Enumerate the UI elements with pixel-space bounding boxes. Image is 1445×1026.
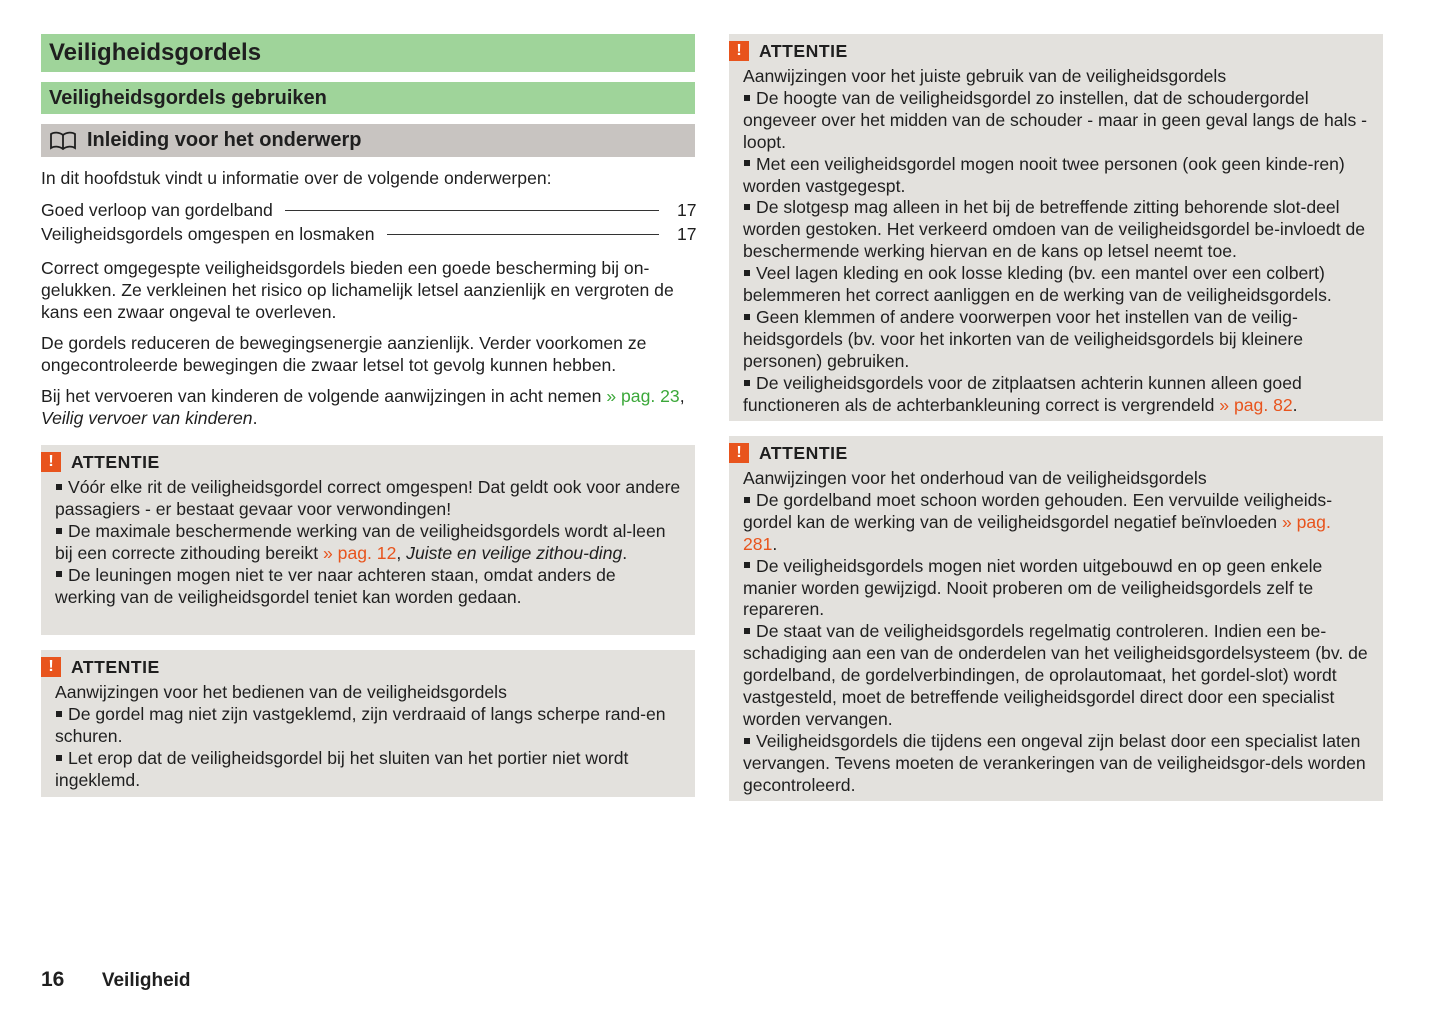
warning-intro: Aanwijzingen voor het bedienen van de veiligheidsgordels: [55, 682, 507, 702]
page-link[interactable]: » pag. 281: [743, 511, 1331, 554]
bullet-icon: [56, 755, 62, 761]
warning-item: [743, 490, 1369, 556]
warning-text: Veel lagen kleding en ook losse kleding (bv. een mantel over een colbert) belemmeren het correct aanliggen en de werking van de veiligheidsgordels.: [743, 263, 1332, 306]
warning-icon: !: [41, 657, 61, 677]
toc-row[interactable]: [41, 222, 695, 246]
warning-icon: !: [729, 41, 749, 61]
warning-label: ATTENTIE: [71, 452, 160, 472]
link-title: Juiste en veilige zithou-ding: [406, 542, 623, 563]
warning-item: [743, 731, 1369, 797]
warning-item: [55, 477, 681, 521]
paragraph: De gordels reduceren de bewegingsenergie aanzienlijk. Verder voorkomen ze ongecontroleerde bewegingen die zwaar letsel tot gevolg kunnen hebben.: [41, 333, 647, 375]
warning-label: ATTENTIE: [759, 443, 848, 463]
separator: ,: [396, 542, 407, 563]
page-footer: [41, 968, 191, 992]
separator: ,: [679, 386, 685, 406]
warning-header: [41, 451, 681, 473]
warning-text: Geen klemmen of andere voorwerpen voor het instellen van de veilig-heidsgordels (bv. voor het inkorten van de veiligheidsgordels bij kleinere personen) gebruiken.: [743, 306, 1304, 371]
warning-item: [743, 556, 1369, 622]
book-icon: [49, 131, 77, 151]
period: .: [772, 533, 778, 554]
warning-intro: Aanwijzingen voor het onderhoud van de veiligheidsgordels: [743, 468, 1207, 488]
warning-item: [55, 565, 681, 609]
warning-item: [743, 373, 1369, 417]
warning-item: [743, 263, 1369, 307]
warning-box: [729, 436, 1383, 801]
warning-text: Met een veiligheidsgordel mogen nooit twee personen (ook geen kinde-ren) worden vastgegespt.: [743, 153, 1345, 196]
toc-leader: [387, 234, 659, 235]
warning-box: [729, 34, 1383, 421]
bullet-icon: [744, 497, 750, 503]
bullet-icon: [744, 270, 750, 276]
warning-item: [743, 307, 1369, 373]
right-column: [729, 34, 1383, 801]
toc-label: Goed verloop van gordelband: [41, 200, 273, 220]
warning-icon: !: [729, 443, 749, 463]
toc-row[interactable]: [41, 198, 695, 222]
warning-icon: !: [41, 452, 61, 472]
bullet-icon: [744, 314, 750, 320]
warning-text: Veiligheidsgordels die tijdens een ongeval zijn belast door een specialist laten vervangen. Tevens moeten de verankeringen van de veiligheidsgor-dels worden gecontroleerd.: [743, 730, 1366, 795]
page-number: 16: [41, 968, 65, 991]
warning-text: De gordelband moet schoon worden gehouden. Een vervuilde veiligheids-gordel kan de werking van de veiligheidsgordel negatief beïnvloeden: [743, 489, 1333, 532]
bullet-icon: [744, 738, 750, 744]
toc-leader: [285, 210, 659, 211]
section-title: Veiligheidsgordels gebruiken: [41, 82, 695, 114]
toc: [41, 198, 695, 246]
link-title: Veilig vervoer van kinderen: [41, 408, 253, 428]
chapter-title: Veiligheidsgordels: [41, 34, 695, 72]
footer-section: Veiligheid: [101, 970, 191, 991]
bullet-icon: [744, 380, 750, 386]
bullet-icon: [744, 160, 750, 166]
toc-page: 17: [677, 200, 697, 220]
warning-item: [743, 154, 1369, 198]
warning-box: [41, 445, 695, 635]
period: .: [252, 408, 258, 428]
warning-box: [41, 650, 695, 797]
paragraph: Correct omgegespte veiligheidsgordels bieden een goede bescherming bij on-gelukken. Ze verkleinen het risico op lichamelijk letsel aanzienlijk en vergroten de kans een zwaar ongeval te overleven.: [41, 258, 674, 322]
bullet-icon: [56, 711, 62, 717]
warning-label: ATTENTIE: [759, 41, 848, 61]
paragraph: [41, 385, 695, 429]
intro-text: In dit hoofdstuk vindt u informatie over de volgende onderwerpen:: [41, 168, 552, 188]
warning-header: [41, 656, 681, 678]
warning-item: [743, 621, 1369, 731]
warning-text: De staat van de veiligheidsgordels regelmatig controleren. Indien een be-schadiging aan een van de onderdelen van het veiligheidsgordelsysteem (bv. de gordelband, de gordelverbindingen, de oprolautomaat, het gordel-slot) wordt vastgesteld, moet de betreffende veiligheidsgordel direct door een specialist worden vervangen.: [743, 621, 1368, 729]
subsection-title: [41, 124, 695, 157]
warning-item: [55, 748, 681, 792]
warning-text: De veiligheidsgordels voor de zitplaatsen achterin kunnen alleen goed functioneren als de achterbankleuning correct is vergrendeld: [743, 372, 1302, 415]
bullet-icon: [744, 204, 750, 210]
warning-intro: Aanwijzingen voor het juiste gebruik van de veiligheidsgordels: [743, 66, 1227, 86]
toc-label: Veiligheidsgordels omgespen en losmaken: [41, 224, 375, 244]
warning-label: ATTENTIE: [71, 657, 160, 677]
bullet-icon: [744, 628, 750, 634]
warning-text: De veiligheidsgordels mogen niet worden uitgebouwd en op geen enkele manier worden gewijzigd. Nooit proberen om de veiligheidsgordels zelf te repareren.: [743, 555, 1323, 620]
paragraph-text: Bij het vervoeren van kinderen de volgende aanwijzingen in acht nemen: [41, 386, 607, 406]
period: .: [1292, 394, 1298, 415]
warning-text: Let erop dat de veiligheidsgordel bij het sluiten van het portier niet wordt ingeklemd.: [55, 747, 629, 790]
warning-text: De maximale beschermende werking van de veiligheidsgordels wordt al-leen bij een correcte zithouding bereikt: [55, 520, 666, 563]
warning-item: [743, 197, 1369, 263]
page-link[interactable]: » pag. 23: [606, 386, 680, 406]
warning-item: [55, 704, 681, 748]
page-link[interactable]: » pag. 12: [322, 542, 397, 563]
bullet-icon: [56, 528, 62, 534]
warning-text: Vóór elke rit de veiligheidsgordel correct omgespen! Dat geldt ook voor andere passagiers - er bestaat gevaar voor verwondingen!: [55, 477, 681, 519]
bullet-icon: [56, 571, 62, 577]
warning-header: [729, 40, 1369, 62]
page-link[interactable]: » pag. 82: [1219, 394, 1293, 415]
bullet-icon: [56, 484, 62, 490]
warning-text: De leuningen mogen niet te ver naar achteren staan, omdat anders de werking van de veiligheidsgordel teniet kan worden gedaan.: [55, 564, 616, 607]
warning-item: [55, 521, 681, 565]
warning-text: De slotgesp mag alleen in het bij de betreffende zitting behorende slot-deel worden gestoken. Het verkeerd omdoen van de veiligheidsgordel be-invloedt de beschermende werking hiervan en de kans op letsel neemt toe.: [743, 197, 1366, 262]
warning-text: De hoogte van de veiligheidsgordel zo instellen, dat de schoudergordel ongeveer over het midden van de schouder - maar in geen geval langs de hals - loopt.: [743, 87, 1367, 152]
toc-page: 17: [677, 224, 697, 244]
bullet-icon: [744, 562, 750, 568]
subsection-title-text: Inleiding voor het onderwerp: [87, 129, 362, 151]
period: .: [622, 542, 628, 563]
left-column: [41, 34, 695, 797]
bullet-icon: [744, 95, 750, 101]
warning-item: [743, 88, 1369, 154]
warning-text: De gordel mag niet zijn vastgeklemd, zijn verdraaid of langs scherpe rand-en schuren.: [55, 703, 666, 746]
warning-header: [729, 442, 1369, 464]
